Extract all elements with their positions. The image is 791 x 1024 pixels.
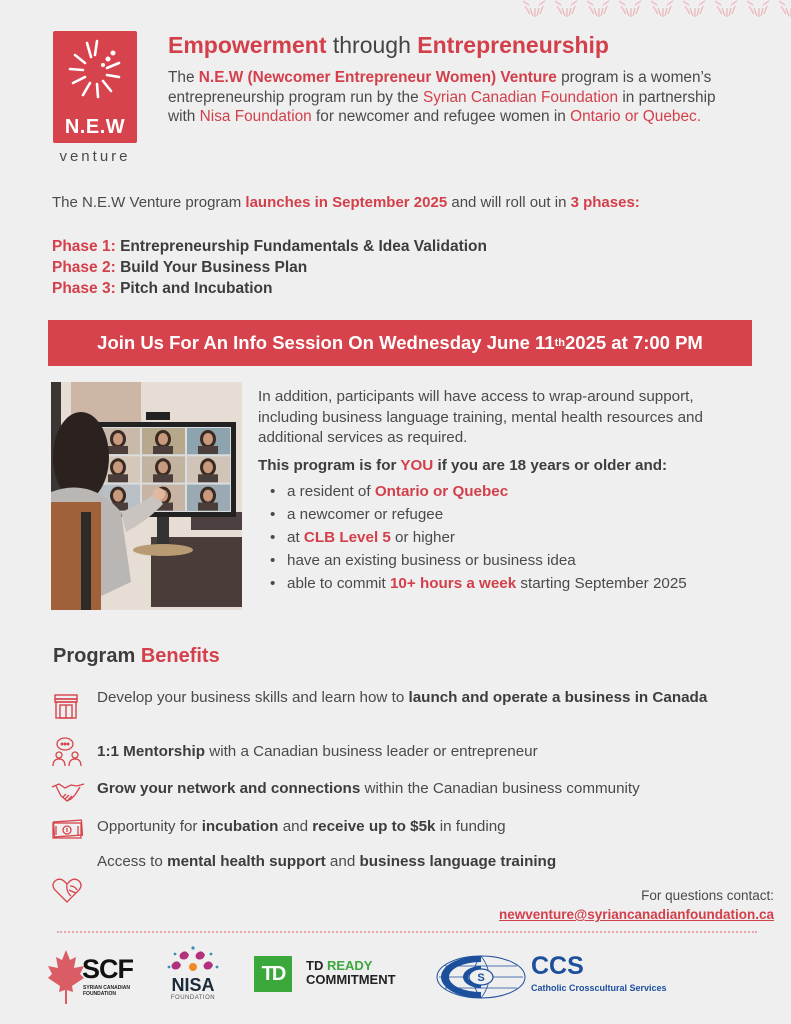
- logo-text: N.E.W: [64, 116, 126, 138]
- nisa-flower-icon: [165, 945, 221, 979]
- phase-label: Phase 3:: [52, 280, 116, 297]
- eligibility-item: [270, 526, 740, 549]
- eligibility-item: [270, 503, 740, 526]
- handshake-icon: [51, 780, 85, 806]
- item-text: a newcomer or refugee: [287, 506, 444, 523]
- benefit-highlight: business language training: [359, 853, 557, 870]
- launch-date: launches in September 2025: [245, 194, 448, 211]
- phase-title: Entrepreneurship Fundamentals & Idea Validation: [120, 238, 487, 255]
- benefit-text: within the Canadian business community: [360, 780, 640, 797]
- eligibility-item: [270, 572, 740, 595]
- intro-text: for newcomer and refugee women in: [311, 108, 571, 125]
- benefit-text: with a Canadian business leader or entrepreneur: [205, 743, 538, 760]
- sunburst-logo-icon: [53, 31, 137, 115]
- item-text: at: [287, 529, 304, 546]
- benefit-highlight: launch and operate a business in Canada: [408, 689, 708, 706]
- phase-title: Build Your Business Plan: [120, 259, 308, 276]
- scf-logo: [46, 948, 136, 1008]
- dotted-divider: [57, 931, 757, 933]
- td-word: TD: [306, 958, 327, 973]
- ccs-globe-icon: [435, 954, 527, 1000]
- launch-text: and will roll out in: [447, 194, 571, 211]
- maple-leaf-icon: [46, 948, 86, 1006]
- benefit-text: Develop your business skills and learn how to: [97, 689, 409, 706]
- title-part-1: Empowerment: [168, 32, 327, 58]
- launch-statement: [52, 194, 640, 211]
- ccs-logo: [435, 954, 705, 1000]
- nisa-name: NISA: [171, 975, 215, 995]
- td-line1: [306, 959, 396, 973]
- sunburst-pattern-icon: [522, 0, 791, 18]
- region-text: Ontario or Quebec.: [570, 108, 701, 125]
- benefit-text: in funding: [435, 818, 506, 835]
- benefits-heading: [53, 645, 220, 668]
- benefit-highlight: receive up to $5k: [312, 818, 436, 835]
- benefit-highlight: 1:1 Mentorship: [97, 743, 206, 760]
- td-mark: TD: [254, 956, 292, 992]
- benefits-title-highlight: Benefits: [140, 645, 220, 667]
- benefit-item: [97, 688, 747, 708]
- nisa-logo: [163, 945, 223, 1007]
- phase-label: Phase 1:: [52, 238, 116, 255]
- page-title: [168, 32, 609, 59]
- item-highlight: 10+ hours a week: [389, 575, 517, 592]
- td-text: [306, 959, 396, 987]
- info-session-banner: [48, 320, 752, 366]
- banner-text: Join Us For An Info Session On Wednesday June 11: [97, 332, 555, 353]
- video-call-illustration: [51, 382, 242, 620]
- banner-text: 2025 at 7:00 PM: [565, 332, 703, 353]
- benefits-title-part: Program: [53, 645, 136, 667]
- phase-item: [52, 236, 487, 257]
- eligibility-item: [270, 480, 740, 503]
- phase-item: [52, 278, 487, 299]
- scf-line2: FOUNDATION: [83, 991, 116, 997]
- video-call-photo: [51, 382, 242, 620]
- item-text: a resident of: [287, 483, 375, 500]
- ccs-full-name: Catholic Crosscultural Services: [531, 983, 667, 993]
- benefit-item: [97, 742, 747, 762]
- eligibility-item: [270, 549, 740, 572]
- top-decoration: [522, 0, 791, 18]
- benefit-item: [97, 817, 747, 837]
- phase-title: Pitch and Incubation: [120, 280, 273, 297]
- eligibility-text: if you are 18 years or older and:: [433, 457, 668, 474]
- eligibility-heading: [258, 457, 667, 474]
- phase-count: 3 phases:: [570, 194, 640, 211]
- ccs-abbr: CCS: [531, 952, 584, 980]
- contact-block: [499, 886, 774, 924]
- td-line2: COMMITMENT: [306, 972, 396, 987]
- eligibility-you: YOU: [400, 457, 434, 474]
- launch-text: The N.E.W Venture program: [52, 194, 246, 211]
- phases-list: [52, 236, 487, 299]
- org-nisa-foundation: Nisa Foundation: [199, 108, 312, 125]
- benefit-text: Access to: [97, 853, 168, 870]
- benefit-text: Opportunity for: [97, 818, 202, 835]
- org-syrian-canadian-foundation: Syrian Canadian Foundation: [422, 88, 619, 106]
- new-venture-logo: [53, 31, 137, 143]
- item-text: starting September 2025: [516, 575, 687, 592]
- storefront-icon: [51, 691, 81, 721]
- benefit-text: and: [325, 853, 360, 870]
- mentorship-icon: [51, 736, 83, 768]
- logo-subtitle: venture: [59, 148, 131, 165]
- banner-superscript: th: [554, 337, 566, 349]
- intro-paragraph: [168, 68, 728, 127]
- td-ready-word: READY: [326, 958, 373, 973]
- item-text: able to commit: [287, 575, 390, 592]
- ccs-mark: S: [477, 972, 485, 984]
- benefit-text: and: [278, 818, 313, 835]
- program-name: N.E.W (Newcomer Entrepreneur Women) Venture: [198, 69, 557, 86]
- money-icon: [51, 817, 85, 841]
- eligibility-list: [270, 480, 740, 595]
- item-text: have an existing business or business idea: [287, 552, 576, 569]
- item-text: or higher: [390, 529, 455, 546]
- phase-label: Phase 2:: [52, 259, 116, 276]
- benefit-highlight: mental health support: [167, 853, 326, 870]
- scf-abbr: SCF: [82, 954, 133, 984]
- heart-brain-icon: [51, 876, 83, 904]
- contact-email-link[interactable]: newventure@syriancanadianfoundation.ca: [499, 907, 774, 922]
- support-paragraph: In addition, participants will have access to wrap-around support, including business language training, mental health resources and additional services as required.: [258, 388, 703, 446]
- intro-text: program is a women’s entrepreneurship program run by the: [168, 69, 712, 106]
- intro-text: The: [168, 69, 199, 86]
- td-ready-commitment-logo: [254, 956, 414, 996]
- scf-name: [83, 985, 130, 997]
- item-highlight: CLB Level 5: [303, 529, 391, 546]
- contact-label: For questions contact:: [641, 888, 774, 903]
- phase-item: [52, 257, 487, 278]
- title-part-2: through: [332, 32, 411, 58]
- scf-line1: SYRIAN CANADIAN: [83, 985, 130, 991]
- partner-logos: [0, 940, 791, 1020]
- benefit-highlight: incubation: [201, 818, 279, 835]
- eligibility-text: This program is for: [258, 457, 401, 474]
- intro-text: in partnership with: [168, 88, 716, 125]
- title-part-3: Entrepreneurship: [417, 32, 609, 58]
- item-highlight: Ontario or Quebec: [374, 483, 509, 500]
- benefit-item: [97, 852, 747, 872]
- benefit-highlight: Grow your network and connections: [97, 780, 361, 797]
- nisa-sub: FOUNDATION: [170, 995, 216, 1001]
- benefit-item: [97, 779, 747, 799]
